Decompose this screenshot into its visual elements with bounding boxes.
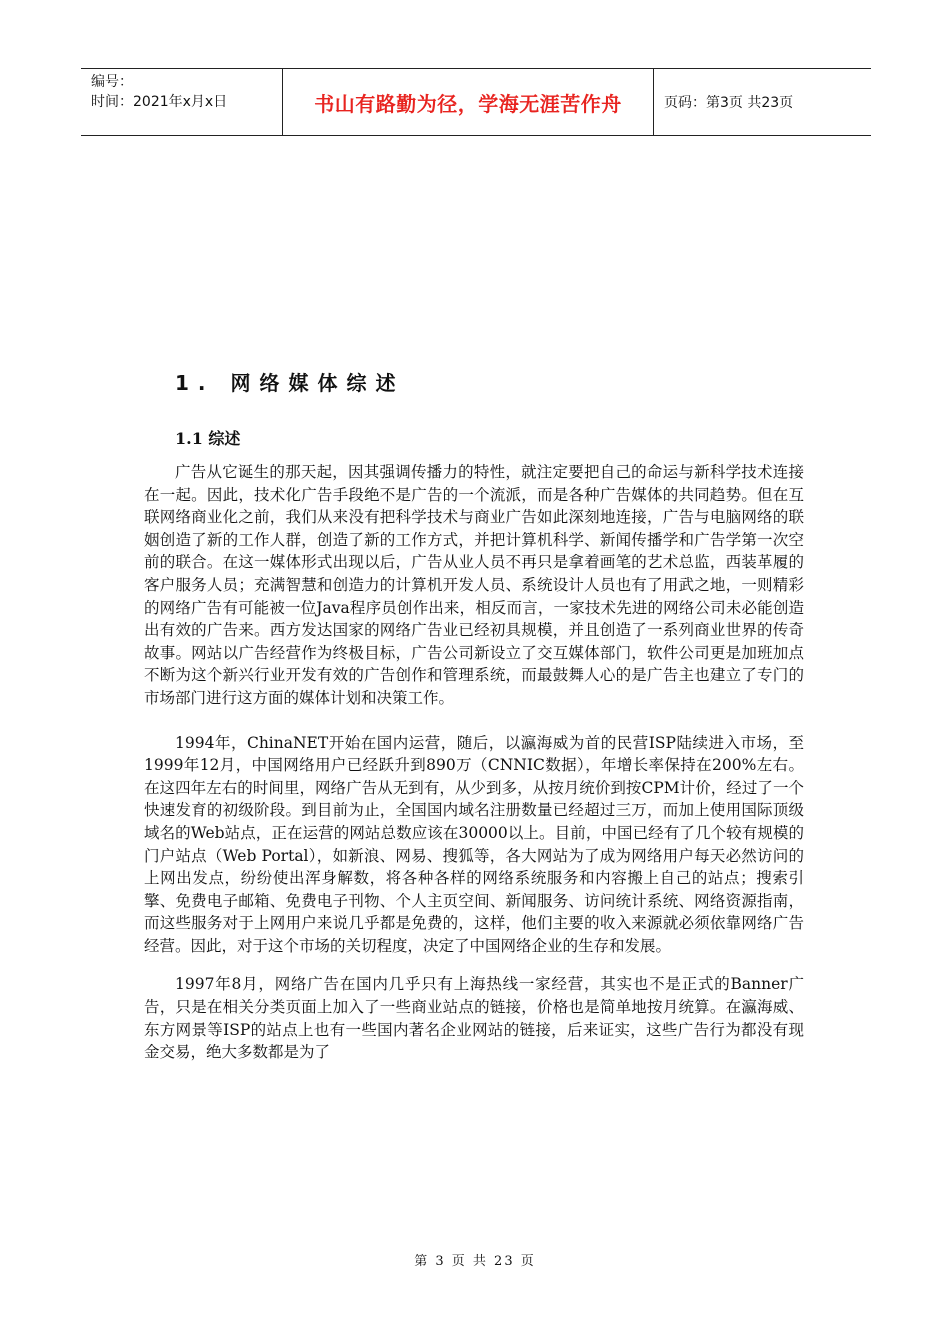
paragraph: 1997年8月，网络广告在国内几乎只有上海热线一家经营，其实也不是正式的Banner广告，只是在相关分类页面上加入了一些商业站点的链接，价格也是简单地按月统算。在瀛海威、东方网景等ISP的站点上也有一些国内著名企业网站的链接，后来证实，这些广告行为都没有现金交易，绝大多数都是为了 [144, 975, 804, 1062]
page-header [81, 68, 871, 136]
header-page-info: 页码：第3页 共23页 [664, 95, 794, 111]
section-title: 1.1 综述 [175, 429, 241, 448]
header-motto: 书山有路勤为径，学海无涯苦作舟 [282, 69, 654, 135]
header-meta [81, 69, 282, 135]
chapter-title: 1. 网络媒体综述 [175, 371, 405, 395]
page-footer: 第 3 页 共 23 页 [414, 1254, 536, 1269]
paragraph: 1994年，ChinaNET开始在国内运营，随后，以瀛海威为首的民营ISP陆续进入市场，至1999年12月，中国网络用户已经跃升到890万（CNNIC数据），年增长率保持在200%左右。在这四年左右的时间里，网络广告从无到有，从少到多，从按月统价到按CPM计价，经过了一个快速发育的初级阶段。到目前为止，全国国内域名注册数量已经超过三万，而加上使用国际顶级域名的Web站点，正在运营的网站总数应该在30000以上。目前，中国已经有了几个较有规模的门户站点（Web Portal），如新浪、网易、搜狐等，各大网站为了成为网络用户每天必然访问的上网出发点，纷纷使出浑身解数，将各种各样的网络系统服务和内容搬上自己的站点；搜索引擎、免费电子邮箱、免费电子刊物、个人主页空间、新闻服务、访问统计系统、网络资源指南，而这些服务对于上网用户来说几乎都是免费的，这样，他们主要的收入来源就必须依靠网络广告经营。因此，对于这个市场的关切程度，决定了中国网络企业的生存和发展。 [144, 733, 804, 955]
paragraph: 广告从它诞生的那天起，因其强调传播力的特性，就注定要把自己的命运与新科学技术连接在一起。因此，技术化广告手段绝不是广告的一个流派，而是各种广告媒体的共同趋势。但在互联网络商业化之前，我们从来没有把科学技术与商业广告如此深刻地连接，广告与电脑网络的联姻创造了新的工作人群，创造了新的工作方式，并把计算机科学、新闻传播学和广告学第一次空前的联合。在这一媒体形式出现以后，广告从业人员不再只是拿着画笔的艺术总监，西装革履的客户服务人员；充满智慧和创造力的计算机开发人员、系统设计人员也有了用武之地，一则精彩的网络广告有可能被一位Java程序员创作出来，相反而言，一家技术先进的网络公司未必能创造出有效的广告来。西方发达国家的网络广告业已经初具规模，并且创造了一系列商业世界的传奇故事。网站以广告经营作为终极目标，广告公司新设立了交互媒体部门，软件公司更是加班加点不断为这个新兴行业开发有效的广告创作和管理系统，而最鼓舞人心的是广告主也建立了专门的市场部门进行这方面的媒体计划和决策工作。 [144, 463, 804, 707]
document-number-label: 编号： [91, 74, 133, 90]
body-text [144, 461, 804, 1064]
document-date: 时间：2021年x月x日 [91, 94, 228, 110]
